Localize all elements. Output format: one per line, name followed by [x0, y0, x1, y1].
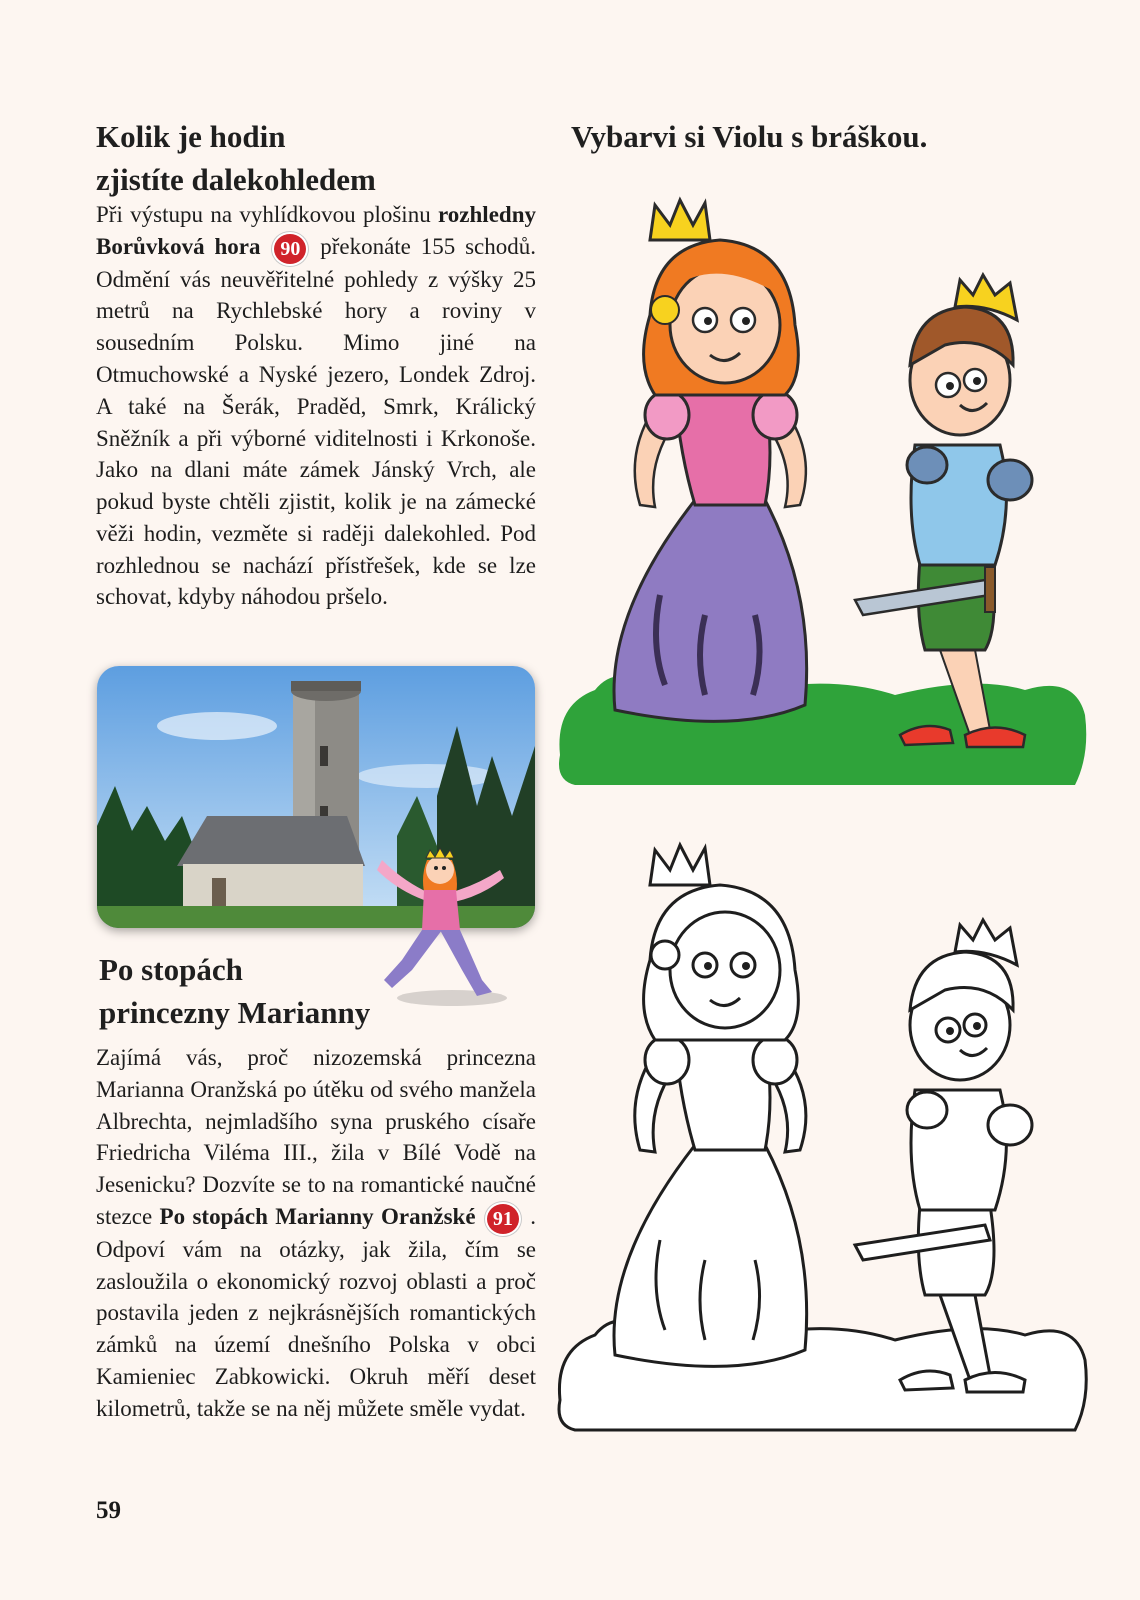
- section2-paragraph: [96, 1042, 536, 1424]
- section1-text-a: Při výstupu na vyhlídkovou plošinu: [96, 202, 439, 227]
- location-badge-90: 90: [274, 234, 306, 264]
- section1-title: [96, 115, 376, 201]
- section2-title-line1: Po stopách: [99, 952, 243, 987]
- section2-title-line2: princezny Marianny: [99, 995, 371, 1030]
- section1-title-line2: zjistíte dalekohledem: [96, 162, 376, 197]
- section1-title-line1: Kolik je hodin: [96, 119, 286, 154]
- location-badge-91: 91: [487, 1204, 519, 1234]
- section2-bold-place: Po stopách Marianny Oranžské: [159, 1203, 476, 1229]
- coloring-title: Vybarvi si Violu s bráškou.: [571, 119, 928, 154]
- section2-title: [99, 948, 370, 1034]
- section2-text-b: . Odpoví vám na otázky, jak žila, čím se zasloužila o ekonomický rozvoj oblasti a proč postavila jeden z nejkrásnějších romantických zámků na území dnešního Polska v obci Kamieniec Zabkowicki. Okruh měří deset kilometrů, takže se na něj můžete směle vydat.: [96, 1203, 537, 1421]
- coloring-outline-illustration[interactable]: [555, 840, 1095, 1440]
- section1-bold-place: rozhledny Borůvková hora: [96, 202, 536, 259]
- section2-text-a: Zajímá vás, proč nizozemská princezna Marianna Oranžská po útěku od svého manžela Albrechta, nejmladšího syna pruského císaře Friedricha Viléma III., žila v Bílé Vodě na Jesenicku? Dozvíte se to na romantické naučné stezce: [96, 1045, 536, 1229]
- page-number: 59: [96, 1497, 121, 1524]
- section1-paragraph: [96, 199, 536, 613]
- section1-text-b: překonáte 155 schodů. Odmění vás neuvěřitelné pohledy z výšky 25 metrů na Rychlebské hory a roviny v sousedním Polsku. Mimo jiné na Otmuchowské a Nyské jezero, Londek Zdroj. A také na Šerák, Praděd, Smrk, Králický Sněžník a při výborné viditelnosti i Krkonoše. Jako na dlani máte zámek Jánský Vrch, ale pokud byste chtěli zjistit, kolik je na zámecké věži hodin, vezměte si raději dalekohled. Pod rozhlednou se nachází přístřešek, kde se lze schovat, kdyby náhodou pršelo.: [96, 233, 537, 610]
- colored-princess-and-prince-illustration: [555, 195, 1095, 795]
- running-girl-illustration: [372, 830, 512, 1010]
